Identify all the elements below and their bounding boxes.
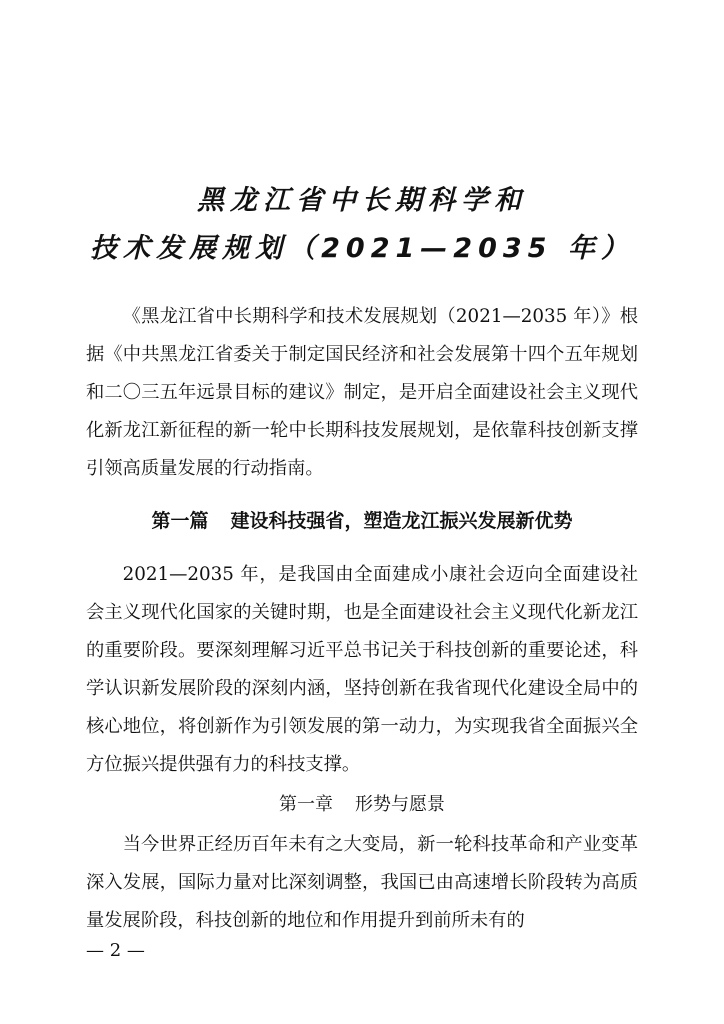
part-body-paragraph: 2021—2035 年，是我国由全面建成小康社会迈向全面建设社会主义现代化国家的关键时期，也是全面建设社会主义现代化新龙江的重要阶段。要深刻理解习近平总书记关于科技创新的重要论述，科学认识新发展阶段的深刻内涵，坚持创新在我省现代化建设全局中的核心地位，将创新作为引领发展的第一动力，为实现我省全面振兴全方位振兴提供强有力的科技支撑。 (86, 564, 638, 775)
intro-paragraph: 《黑龙江省中长期科学和技术发展规划（2021—2035 年）》根据《中共黑龙江省委关于制定国民经济和社会发展第十四个五年规划和二〇三五年远景目标的建议》制定，是开启全面建设社会主义现代化新龙江新征程的新一轮中长期科技发展规划，是依靠科技创新支撑引领高质量发展的行动指南。 (86, 306, 638, 479)
page-number: — 2 — (86, 940, 145, 961)
chapter-heading (0, 790, 724, 816)
chapter-label: 第一章 (279, 794, 333, 815)
part-title: 建设科技强省，塑造龙江振兴发展新优势 (230, 510, 573, 532)
chapter-title: 形势与愿景 (355, 794, 445, 815)
document-title-line-2: 技术发展规划（2021—2035 年） (90, 233, 634, 264)
chapter-body-paragraph: 当今世界正经历百年未有之大变局，新一轮科技革命和产业变革深入发展，国际力量对比深刻调整，我国已由高速增长阶段转为高质量发展阶段，科技创新的地位和作用提升到前所未有的 (86, 834, 638, 931)
document-title-line-1: 黑龙江省中长期科学和 (197, 185, 527, 216)
part-heading (0, 506, 724, 533)
part-label: 第一篇 (151, 510, 209, 532)
